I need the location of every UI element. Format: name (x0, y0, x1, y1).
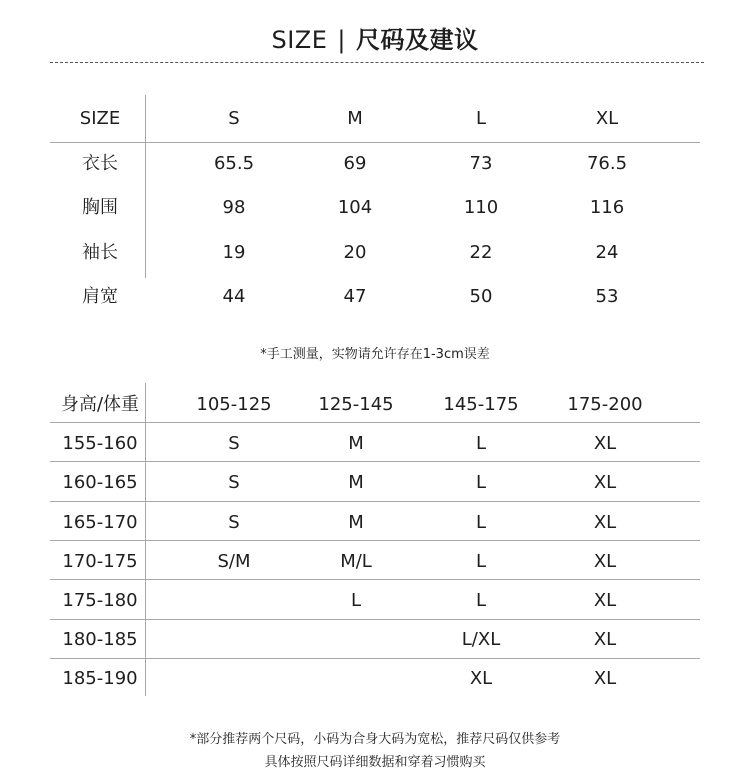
header-cell: L (475, 108, 487, 129)
table-cell: 98 (222, 197, 246, 218)
row-label: 衣长 (82, 152, 118, 174)
table-cell: 47 (343, 286, 367, 307)
table-cell: 110 (463, 197, 499, 218)
table-cell: 50 (469, 286, 493, 307)
page-title (0, 20, 750, 55)
title-cn: 尺码及建议 (356, 26, 479, 54)
column-divider (145, 383, 146, 696)
row-divider (50, 422, 700, 423)
header-cell: XL (595, 108, 619, 129)
header-label: SIZE (79, 108, 121, 129)
row-label: 185-190 (62, 668, 138, 690)
header-cell: 125-145 (318, 394, 394, 415)
row-divider (50, 501, 700, 502)
row-label: 肩宽 (82, 286, 118, 307)
header-cell: M (347, 108, 363, 129)
row-divider (50, 461, 700, 462)
title-separator: | (337, 26, 346, 54)
table-cell: XL (593, 472, 617, 494)
row-label: 155-160 (62, 433, 138, 455)
row-divider (50, 540, 700, 541)
table-cell: L (350, 590, 362, 611)
table-cell: XL (593, 629, 617, 651)
table-cell: L (475, 550, 487, 572)
dashed-divider (50, 62, 704, 63)
table-cell: S (228, 433, 240, 455)
table-cell: S/M (217, 550, 251, 572)
table-cell: XL (469, 668, 493, 690)
table-cell: L (475, 590, 487, 611)
table-cell: 76.5 (586, 152, 628, 174)
table-cell: XL (593, 511, 617, 533)
table-cell: XL (593, 590, 617, 611)
row-divider (50, 142, 700, 143)
table-cell: XL (593, 550, 617, 572)
row-label: 胸围 (82, 197, 118, 218)
row-divider (50, 579, 700, 580)
size-table (50, 95, 700, 320)
table-cell: M (348, 433, 364, 455)
measurement-note: *手工测量，实物请允许存在1-3cm误差 (260, 347, 490, 362)
row-label: 175-180 (62, 590, 138, 611)
column-divider (145, 95, 146, 278)
table-cell: L (475, 472, 487, 494)
recommendation-note-line1: *部分推荐两个尺码，小码为合身大码为宽松，推荐尺码仅供参考 (189, 732, 561, 747)
table-cell: L (475, 433, 487, 455)
table-cell: M (348, 472, 364, 494)
table-cell: S (228, 511, 240, 533)
table-cell: M/L (340, 550, 372, 572)
row-label: 170-175 (62, 550, 138, 572)
table-cell: 24 (595, 241, 619, 263)
table-cell: 73 (469, 152, 493, 174)
table-cell: L/XL (461, 629, 501, 651)
row-label: 160-165 (62, 472, 138, 494)
header-cell: 145-175 (443, 394, 519, 415)
table-cell: S (228, 472, 240, 494)
title-en: SIZE (271, 26, 328, 54)
header-cell: 105-125 (196, 394, 272, 415)
table-cell: 20 (343, 241, 367, 263)
header-label: 身高/体重 (60, 394, 140, 415)
table-cell: 104 (337, 197, 373, 218)
header-cell: S (228, 108, 240, 129)
table-cell: 19 (222, 241, 246, 263)
row-label: 袖长 (82, 241, 118, 263)
row-label: 180-185 (62, 629, 138, 651)
table-cell: M (348, 511, 364, 533)
row-divider (50, 619, 700, 620)
table-cell: L (475, 511, 487, 533)
table-cell: XL (593, 668, 617, 690)
table-cell: 69 (343, 152, 367, 174)
row-label: 165-170 (62, 511, 138, 533)
header-cell: 175-200 (567, 394, 643, 415)
table-cell: 65.5 (213, 152, 255, 174)
recommendation-table (50, 383, 700, 698)
table-cell: XL (593, 433, 617, 455)
row-divider (50, 658, 700, 659)
table-cell: 116 (589, 197, 625, 218)
table-cell: 53 (595, 286, 619, 307)
table-cell: 44 (222, 286, 246, 307)
recommendation-note-line2: 具体按照尺码详细数据和穿着习惯购买 (264, 755, 486, 770)
table-cell: 22 (469, 241, 493, 263)
